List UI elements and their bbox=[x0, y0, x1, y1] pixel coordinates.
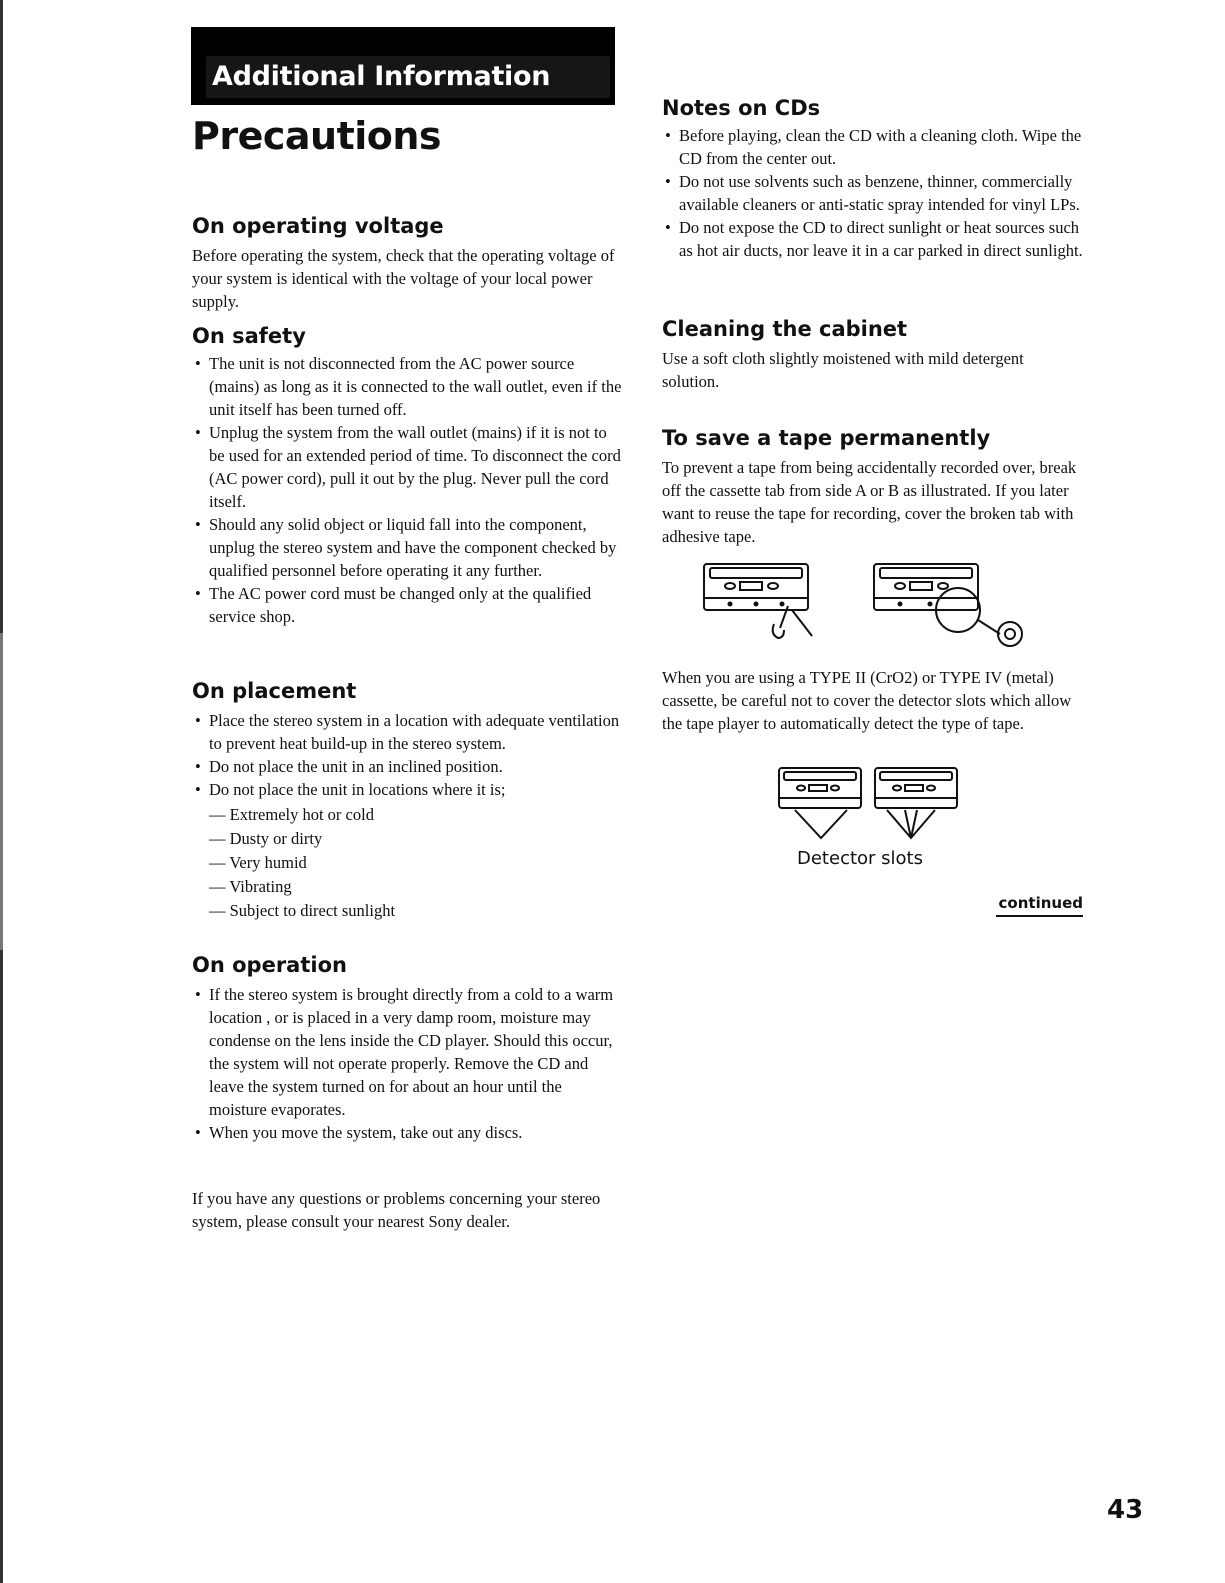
cds-item: • Do not expose the CD to direct sunlight or heat sources such as hot air ducts, nor leave it in a car parked in direct sunlight. bbox=[662, 216, 1092, 262]
safety-list bbox=[192, 352, 622, 628]
voltage-heading: On operating voltage bbox=[192, 214, 444, 238]
placement-subitem: — Extremely hot or cold bbox=[209, 805, 374, 824]
detector-slots-illustration bbox=[775, 764, 965, 846]
cabinet-body: Use a soft cloth slightly moistened with mild detergent solution. bbox=[662, 349, 1024, 391]
safety-item: • Unplug the system from the wall outlet (mains) if it is not to be used for an extended period of time. To disconnect the cord (AC power cord), pull it out by the plug. Never pull the cord itself. bbox=[192, 421, 622, 513]
safety-heading: On safety bbox=[192, 324, 306, 348]
operation-list bbox=[192, 983, 622, 1144]
placement-subitem: — Very humid bbox=[209, 853, 307, 872]
figure-caption: Detector slots bbox=[797, 848, 923, 869]
cassette-icon bbox=[779, 768, 861, 838]
detector-section bbox=[662, 666, 1082, 735]
safety-item: • The unit is not disconnected from the AC power source (mains) as long as it is connected to the wall outlet, even if the unit itself has been turned off. bbox=[192, 352, 622, 421]
voltage-section bbox=[192, 212, 622, 313]
cds-list bbox=[662, 124, 1092, 262]
safety-item: • The AC power cord must be changed only at the qualified service shop. bbox=[192, 582, 622, 628]
closing-text: If you have any questions or problems concerning your stereo system, please consult your nearest Sony dealer. bbox=[192, 1189, 601, 1231]
cassette-icon bbox=[874, 564, 1022, 646]
operation-heading: On operation bbox=[192, 953, 347, 977]
placement-subitem: — Vibrating bbox=[209, 877, 292, 896]
continued-label: continued bbox=[996, 894, 1083, 917]
placement-heading: On placement bbox=[192, 679, 357, 703]
operation-section bbox=[192, 951, 622, 1144]
operation-item: • If the stereo system is brought directly from a cold to a warm location , or is placed in a very damp room, moisture may condense on the lens inside the CD player. Should this occur, the system will not operate properly. Remove the CD and leave the system turned on for about an hour until the moisture evaporates. bbox=[192, 983, 622, 1121]
page-number: 43 bbox=[1107, 1495, 1144, 1525]
voltage-body: Before operating the system, check that the operating voltage of your system is identical with the voltage of your local power supply. bbox=[192, 246, 615, 311]
cassette-icon bbox=[875, 768, 957, 838]
cabinet-section bbox=[662, 315, 1092, 393]
detector-body: When you are using a TYPE II (CrO2) or TYPE IV (metal) cassette, be careful not to cover the detector slots which allow the tape player to automatically detect the type of tape. bbox=[662, 668, 1072, 733]
placement-item: • Do not place the unit in an inclined position. bbox=[192, 755, 622, 778]
placement-subitem: — Dusty or dirty bbox=[209, 829, 323, 848]
safety-item: • Should any solid object or liquid fall into the component, unplug the stereo system and have the component checked by qualified personnel before operating it any further. bbox=[192, 513, 622, 582]
tape-body: To prevent a tape from being accidentally recorded over, break off the cassette tab from side A or B as illustrated. If you later want to reuse the tape for recording, cover the broken tab with adhesive tape. bbox=[662, 458, 1077, 546]
cabinet-heading: Cleaning the cabinet bbox=[662, 317, 908, 341]
cassette-icon bbox=[704, 564, 812, 638]
placement-list bbox=[192, 709, 622, 922]
cds-item: • Before playing, clean the CD with a cleaning cloth. Wipe the CD from the center out. bbox=[662, 124, 1092, 170]
operation-item: • When you move the system, take out any discs. bbox=[192, 1121, 622, 1144]
cds-heading: Notes on CDs bbox=[662, 96, 821, 120]
cds-item: • Do not use solvents such as benzene, thinner, commercially available cleaners or anti-static spray intended for vinyl LPs. bbox=[662, 170, 1092, 216]
tape-heading: To save a tape permanently bbox=[662, 426, 991, 450]
page-title: Precautions bbox=[192, 114, 442, 158]
scan-edge bbox=[0, 0, 3, 1583]
placement-item: • Place the stereo system in a location with adequate ventilation to prevent heat build-up in the stereo system. bbox=[192, 709, 622, 755]
placement-section bbox=[192, 677, 622, 922]
placement-subitem: — Subject to direct sunlight bbox=[209, 901, 396, 920]
tape-section bbox=[662, 424, 1082, 548]
section-banner-title: Additional Information bbox=[206, 56, 610, 98]
safety-section bbox=[192, 322, 622, 628]
placement-item: • Do not place the unit in locations where it is; bbox=[192, 778, 622, 801]
cassette-tab-illustration bbox=[700, 558, 1060, 658]
cds-section bbox=[662, 94, 1092, 262]
